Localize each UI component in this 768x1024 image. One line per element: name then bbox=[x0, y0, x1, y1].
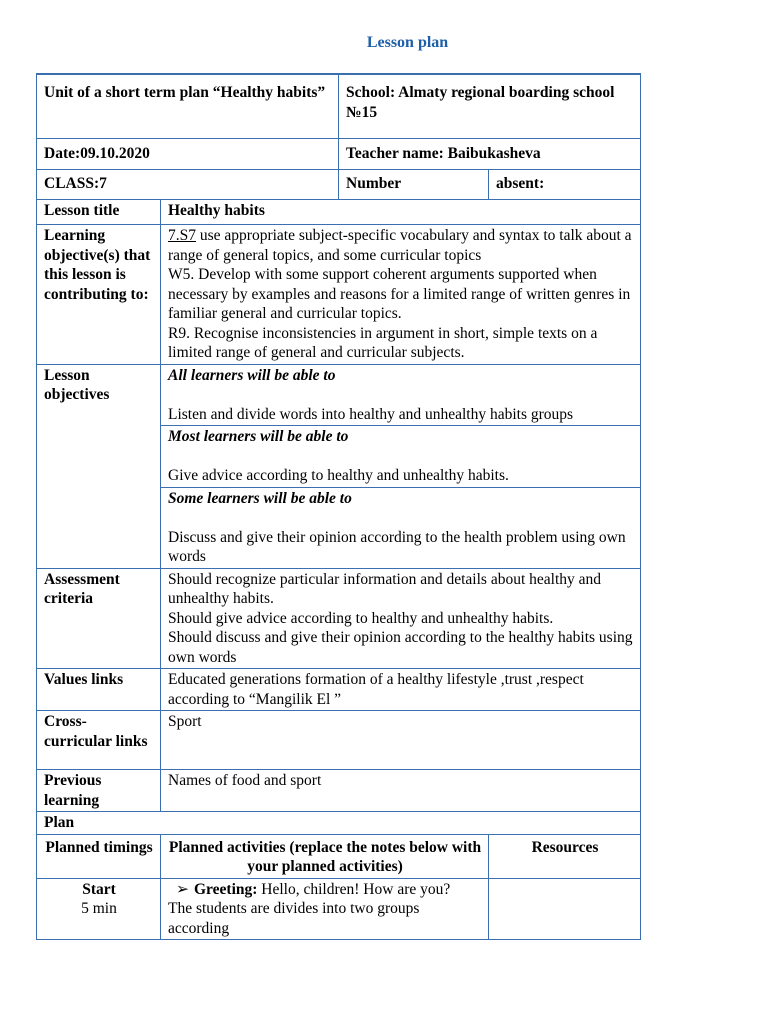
lesson-objectives-label: Lesson objectives bbox=[37, 364, 161, 568]
plan-start-row bbox=[37, 878, 641, 940]
unit-cell: Unit of a short term plan “Healthy habits” bbox=[37, 74, 339, 139]
resources-header: Resources bbox=[489, 834, 641, 878]
lesson-title-label: Lesson title bbox=[37, 200, 161, 225]
absent-cell: absent: bbox=[489, 170, 641, 200]
planned-activities-header: Planned activities (replace the notes below with your planned activities) bbox=[161, 834, 489, 878]
start-time: 5 min bbox=[81, 900, 117, 917]
planned-timings-header: Planned timings bbox=[37, 834, 161, 878]
previous-learning-label: Previous learning bbox=[37, 770, 161, 812]
some-learners-heading: Some learners will be able to bbox=[168, 489, 352, 507]
cross-curricular-label: Cross-curricular links bbox=[37, 711, 161, 770]
date-row bbox=[37, 139, 641, 170]
class-row bbox=[37, 170, 641, 200]
most-learners-text: Give advice according to healthy and unhealthy habits. bbox=[168, 467, 509, 484]
assessment-row bbox=[37, 568, 641, 669]
cross-curricular-row bbox=[37, 711, 641, 770]
start-timing-cell bbox=[37, 878, 161, 940]
plan-label: Plan bbox=[37, 812, 641, 835]
cross-curricular-value: Sport bbox=[161, 711, 641, 770]
plan-row bbox=[37, 812, 641, 835]
page-title: Lesson plan bbox=[366, 34, 449, 51]
start-label: Start bbox=[82, 880, 116, 898]
number-cell: Number bbox=[339, 170, 489, 200]
assessment-label: Assessment criteria bbox=[37, 568, 161, 669]
plan-header-row bbox=[37, 834, 641, 878]
values-value: Educated generations formation of a healthy lifestyle ,trust ,respect according to “Mangilik El ” bbox=[161, 669, 641, 711]
objective-w5: W5. Develop with some support coherent arguments supported when necessary by examples and reasons for a limited range of written genres in familiar general and curricular topics. bbox=[168, 266, 631, 322]
all-learners-text: Listen and divide words into healthy and unhealthy habits groups bbox=[168, 405, 574, 423]
lesson-plan-table bbox=[36, 73, 641, 940]
objective-code: 7.S7 bbox=[168, 227, 196, 244]
learning-objectives-row bbox=[37, 225, 641, 365]
teacher-cell: Teacher name: Baibukasheva bbox=[339, 139, 641, 170]
some-learners-cell bbox=[161, 487, 641, 568]
objective-r9: R9. Recognise inconsistencies in argument in short, simple texts on a limited range of general and curricular subjects. bbox=[168, 324, 598, 361]
values-label: Values links bbox=[37, 669, 161, 711]
lesson-objectives-all-row bbox=[37, 364, 641, 426]
learning-objectives-value bbox=[161, 225, 641, 365]
start-activity-cell bbox=[161, 878, 489, 940]
objective-s7: 7.S7 use appropriate subject-specific vocabulary and syntax to talk about a range of general topics, and some curricular topics bbox=[168, 227, 632, 264]
most-learners-cell bbox=[161, 426, 641, 488]
most-learners-heading: Most learners will be able to bbox=[168, 428, 349, 445]
start-resources-cell bbox=[489, 878, 641, 940]
greeting-line: ➢ Greeting: Hello, children! How are you? bbox=[176, 880, 451, 898]
all-learners-heading: All learners will be able to bbox=[168, 366, 336, 384]
all-learners-cell bbox=[161, 364, 641, 426]
learning-objectives-label: Learning objective(s) that this lesson is contributing to: bbox=[37, 225, 161, 365]
students-line: The students are divides into two groups according bbox=[168, 900, 420, 937]
unit-row bbox=[37, 74, 641, 139]
arrow-bullet-icon: ➢ bbox=[176, 880, 189, 898]
assessment-value: Should recognize particular information and details about healthy and unhealthy habits. Should give advice according to healthy and unhealthy habits. Should discuss and give their opinion according to the healthy habits using own words bbox=[161, 568, 641, 669]
school-cell: School: Almaty regional boarding school №15 bbox=[339, 74, 641, 139]
lesson-title-row bbox=[37, 200, 641, 225]
previous-learning-row bbox=[37, 770, 641, 812]
some-learners-text: Discuss and give their opinion according to the health problem using own words bbox=[168, 528, 626, 565]
previous-learning-value: Names of food and sport bbox=[161, 770, 641, 812]
lesson-title-value: Healthy habits bbox=[161, 200, 641, 225]
values-row bbox=[37, 669, 641, 711]
class-cell: CLASS:7 bbox=[37, 170, 339, 200]
date-cell: Date:09.10.2020 bbox=[37, 139, 339, 170]
